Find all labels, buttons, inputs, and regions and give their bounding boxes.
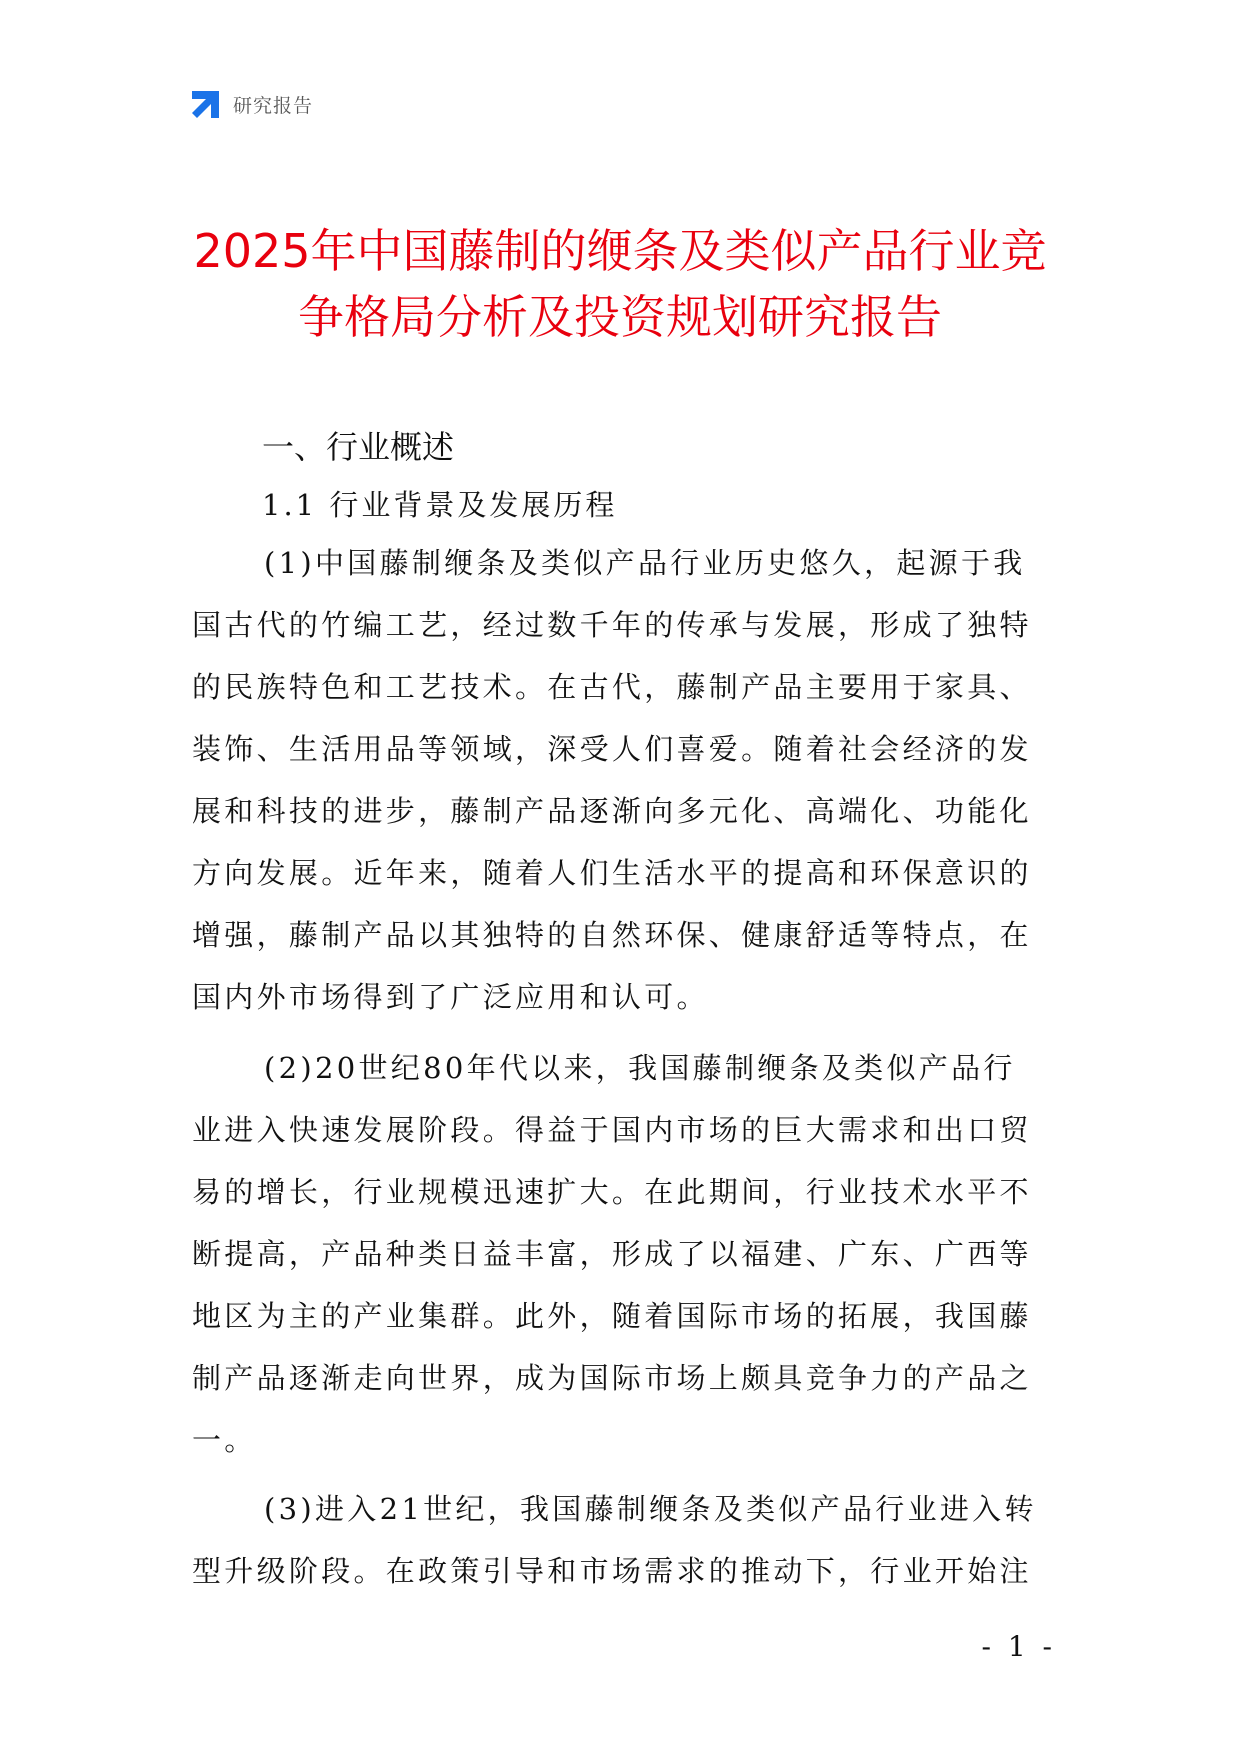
paragraph-line: 一。 [192,1423,257,1457]
paragraph-line: 增强，藤制产品以其独特的自然环保、健康舒适等特点，在 [192,918,1032,952]
page-number: - 1 - [981,1630,1056,1663]
paragraph-line: 方向发展。近年来，随着人们生活水平的提高和环保意识的 [192,856,1032,890]
paragraph-line: 国内外市场得到了广泛应用和认可。 [192,980,709,1014]
paragraph-line: 型升级阶段。在政策引导和市场需求的推动下，行业开始注 [192,1554,1032,1588]
paragraph-line: 断提高，产品种类日益丰富，形成了以福建、广东、广西等 [192,1237,1032,1271]
paragraph-1 [192,532,1062,1028]
paragraph-line: (3)进入21世纪，我国藤制缏条及类似产品行业进入转 [264,1492,1037,1526]
paragraph-line: 的民族特色和工艺技术。在古代，藤制产品主要用于家具、 [192,670,1032,704]
subsection-heading: 1.1 行业背景及发展历程 [262,488,618,522]
title-line-2: 争格局分析及投资规划研究报告 [298,290,942,344]
paragraph-line: 国古代的竹编工艺，经过数千年的传承与发展，形成了独特 [192,608,1032,642]
paragraph-line: 业进入快速发展阶段。得益于国内市场的巨大需求和出口贸 [192,1113,1032,1147]
paragraph-2 [192,1037,1062,1471]
section-heading: 一、行业概述 [262,428,455,466]
header-label: 研究报告 [233,94,314,117]
report-title [180,218,1060,350]
report-header [189,86,313,122]
paragraph-line: 地区为主的产业集群。此外，随着国际市场的拓展，我国藤 [192,1299,1032,1333]
paragraph-line: 装饰、生活用品等领域，深受人们喜爱。随着社会经济的发 [192,732,1032,766]
title-line-1: 2025年中国藤制的缏条及类似产品行业竞 [193,224,1047,278]
arrow-up-right-logo-icon [189,87,223,121]
paragraph-3 [192,1478,1062,1602]
paragraph-line: 制产品逐渐走向世界，成为国际市场上颇具竞争力的产品之 [192,1361,1032,1395]
paragraph-line: 展和科技的进步，藤制产品逐渐向多元化、高端化、功能化 [192,794,1032,828]
paragraph-line: (1)中国藤制缏条及类似产品行业历史悠久，起源于我 [264,546,1026,580]
paragraph-line: (2)20世纪80年代以来，我国藤制缏条及类似产品行 [264,1051,1016,1085]
paragraph-line: 易的增长，行业规模迅速扩大。在此期间，行业技术水平不 [192,1175,1032,1209]
